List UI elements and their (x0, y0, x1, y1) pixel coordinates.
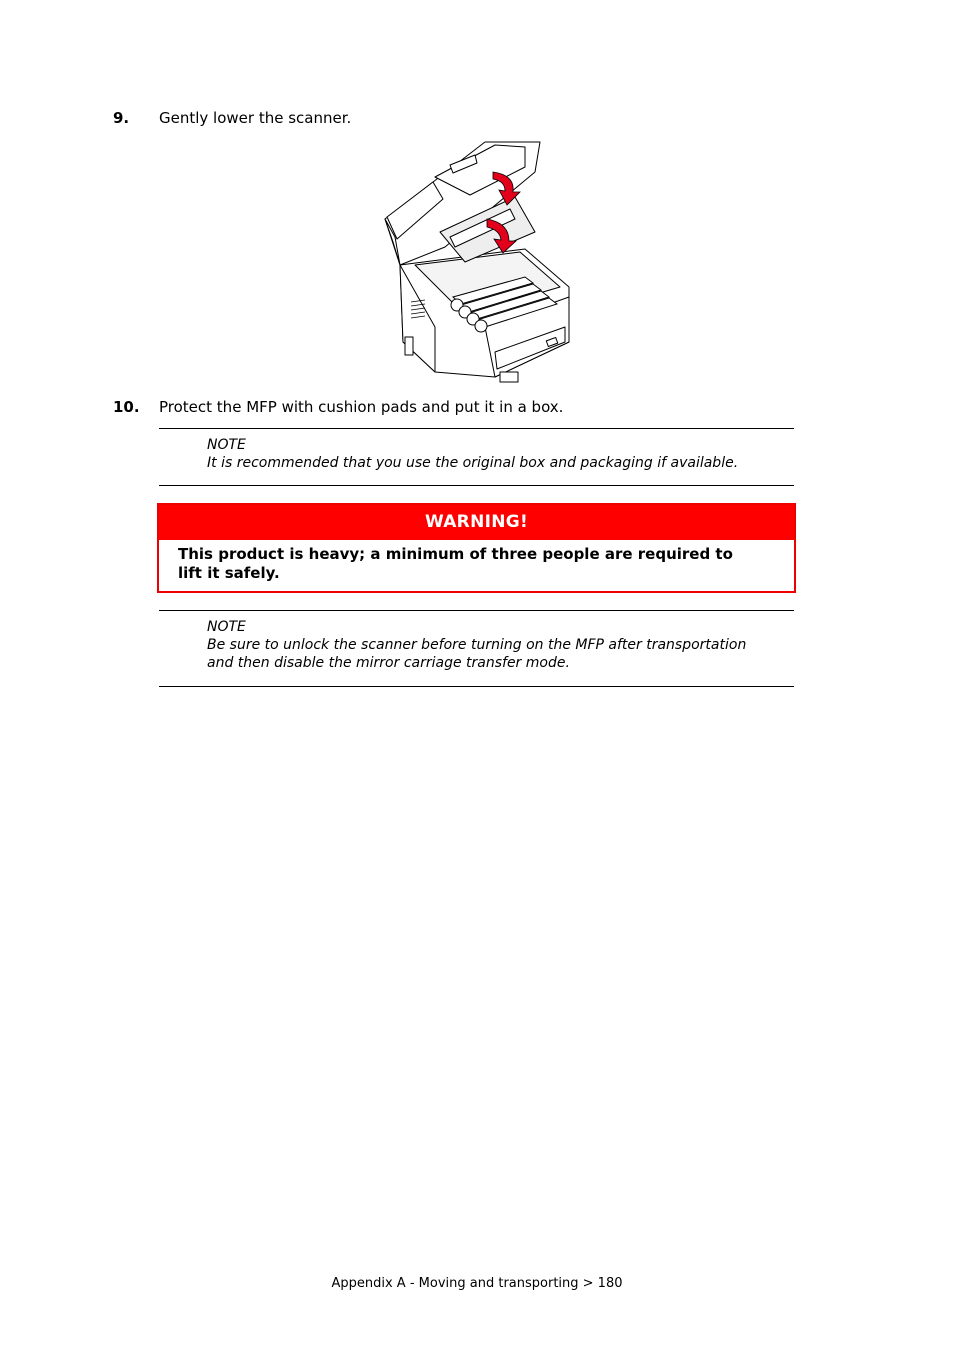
step-number: 9. (113, 109, 130, 127)
warning-line: lift it safely. (178, 564, 280, 582)
note-divider-bottom (159, 485, 794, 486)
warning-box (157, 503, 796, 593)
note-2 (207, 618, 787, 672)
warning-title: WARNING! (159, 505, 794, 540)
note-divider-bottom (159, 686, 794, 687)
page-footer: Appendix A - Moving and transporting > 180 (331, 1276, 623, 1291)
note-text-line: and then disable the mirror carriage transfer mode. (207, 655, 570, 671)
toner-end-cap (475, 320, 487, 332)
step-text: Gently lower the scanner. (159, 109, 352, 127)
note-divider-top (159, 428, 794, 429)
note-divider-top (159, 610, 794, 611)
warning-line: This product is heavy; a minimum of three people are required to (178, 545, 733, 563)
note-text-line: Be sure to unlock the scanner before turning on the MFP after transportation (207, 637, 747, 653)
step-number: 10. (113, 398, 140, 416)
step-text: Protect the MFP with cushion pads and put it in a box. (159, 398, 564, 416)
note-label: NOTE (207, 437, 246, 453)
note-text: It is recommended that you use the original box and packaging if available. (207, 455, 739, 471)
note-1 (207, 436, 787, 472)
warning-text (159, 540, 794, 583)
printer-foot (500, 372, 518, 382)
note-label: NOTE (207, 619, 246, 635)
mfp-scanner-illustration (375, 137, 575, 387)
printer-foot (405, 337, 413, 355)
